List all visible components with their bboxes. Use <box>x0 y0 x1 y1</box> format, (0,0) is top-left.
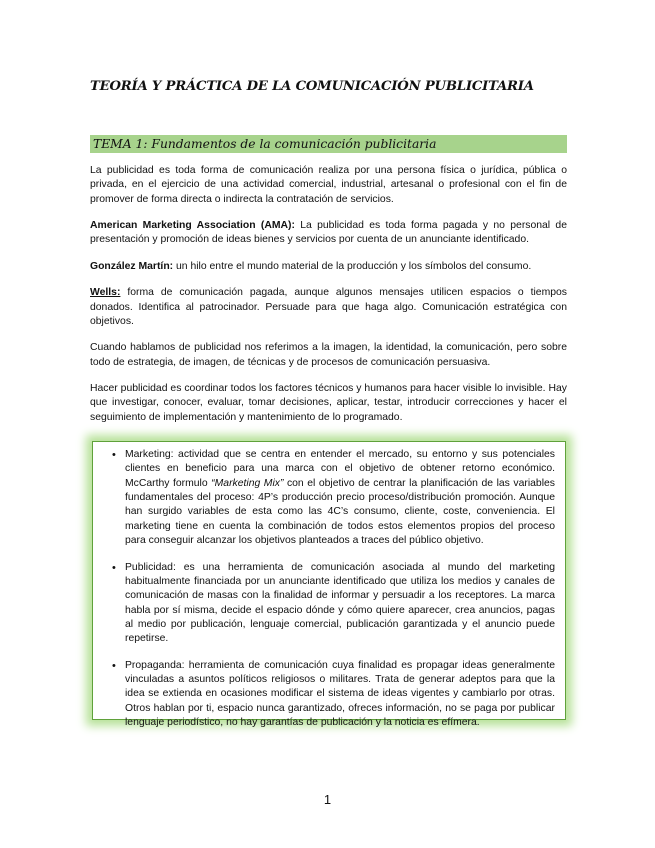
topic-heading: TEMA 1: Fundamentos de la comunicación publicitaria <box>93 137 437 151</box>
intro-paragraph: La publicidad es toda forma de comunicación realiza por una persona física o jurídica, pública o privada, en el ejercicio de una actividad comercial, industrial, artesanal o profesional con el fin de promover de forma directa o indirecta la contratación de servicios. <box>90 165 567 205</box>
document-title: TEORÍA Y PRÁCTICA DE LA COMUNICACIÓN PUBLICITARIA <box>90 79 534 94</box>
gonzalez-definition <box>90 260 567 274</box>
marketing-text-a: Marketing: actividad que se centra en entender el mercado, su entorno y sus potenciales clientes en beneficio para una marca con el objetivo de obtener retorno económico. McCarthy formulo <box>125 449 555 489</box>
gonzalez-text: un hilo entre el mundo material de la producción y los símbolos del consumo. <box>173 260 532 272</box>
document-body <box>90 164 567 437</box>
ama-text: La publicidad es toda forma pagada y no personal de presentación y promoción de ideas bienes y servicios por cuenta de un anunciante identificado. <box>90 220 567 246</box>
ama-label: American Marketing Association (AMA): <box>90 220 295 232</box>
list-item-publicidad: • Publicidad: es una herramienta de comunicación asociada al mundo del marketing habitualmente financiada por un anunciante identificado que utiliza los medios y canales de comunicación de masas con la finalidad de informar y persuadir a los receptores. La marca habla por sí misma, decide el espacio dónde y cómo quiere aparecer, crea anuncios, pagas al medio por publicación, lenguaje comercial, publicación garantizada y el anuncio puede repetirse. <box>125 561 555 647</box>
list-item-propaganda: • Propaganda: herramienta de comunicación cuya finalidad es propagar ideas generalmente vinculadas a asuntos políticos religiosos o militares. Trata de generar adeptos para que la idea se extienda en ocasiones modificar el sistema de ideas vigentes y cambiarlo por otras. Otros hablan por ti, espacio nunca garantizado, ofreces información, no se paga por publicar lenguaje periodístico, no hay garantías de publicación y la noticia es efímera. <box>125 659 555 731</box>
wells-definition <box>90 286 567 329</box>
topic-heading-band <box>90 135 567 153</box>
list-item-marketing <box>125 448 555 549</box>
publicidad-refs-paragraph: Cuando hablamos de publicidad nos referimos a la imagen, la identidad, la comunicación, pero sobre todo de estrategia, de imagen, de técnicas y de procesos de comunicación persuasiva. <box>90 342 567 368</box>
gonzalez-label: González Martín: <box>90 260 174 272</box>
concepts-box <box>92 441 566 729</box>
marketing-mix-term: “Marketing Mix” <box>211 477 284 489</box>
concepts-list <box>93 448 555 730</box>
page-number: 1 <box>323 792 332 807</box>
marketing-text-b: con el objetivo de centrar la planificación de las variables fundamentales del proceso: 4P’s producción precio proceso/distribución promoción. Aunque han surgido variables de esta como las 4C’s consumo, cliente, coste, conveniencia. El marketing tiene en cuenta la combinación de todos estos elementos propios del proceso para conseguir alcanzar los objetivos planteados a traces del público objetivo. <box>125 477 555 547</box>
wells-label: Wells: <box>90 287 121 299</box>
hacer-publicidad-paragraph: Hacer publicidad es coordinar todos los factores técnicos y humanos para hacer visible lo invisible. Hay que investigar, conocer, evaluar, tomar decisiones, aplicar, testar, introducir correcciones y hacer el seguimiento de implementación y mantenimiento de lo programado. <box>90 382 567 423</box>
wells-text: forma de comunicación pagada, aunque algunos mensajes utilicen espacios o tiempos donados. Identifica al patrocinador. Persuade para que haga algo. Comunicación estratégica con objetivos. <box>90 287 567 327</box>
ama-definition <box>90 219 567 248</box>
